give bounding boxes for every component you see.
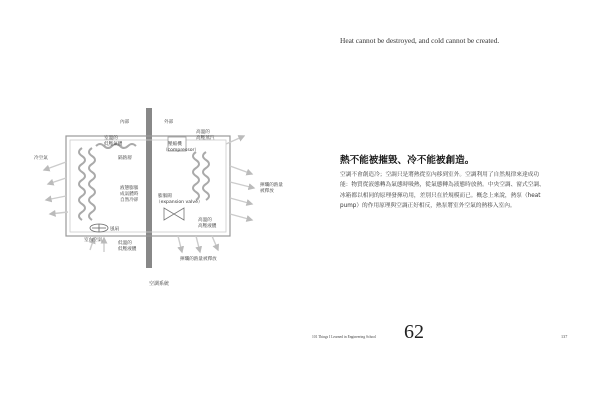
label-high-pressure-liquid-2: 高壓液體 <box>198 224 217 229</box>
label-expansion-valve-1: 膨脹閥 <box>158 194 172 199</box>
label-inside: 內部 <box>120 120 130 125</box>
book-title-footer: 101 Things I Learned in Engineering School <box>312 335 377 339</box>
label-liquid-evaporating-3: 自然冷卻 <box>120 198 139 203</box>
page-number: 62 <box>404 321 424 343</box>
label-low-pressure-vapor-1: 室溫的 <box>104 136 118 141</box>
label-compressor-2: （compressor） <box>163 148 200 153</box>
body-line: 空調不會創造冷；空調只是將熱從室內移到室外。空調利用了自然規律來達成功 <box>340 172 540 178</box>
indoor-coil <box>79 148 95 220</box>
insulation-wall <box>146 108 152 268</box>
english-title: Heat cannot be destroyed, and cold cannot be created. <box>340 36 500 45</box>
label-high-pressure-liquid-1: 高溫的 <box>198 218 212 223</box>
chapter-heading: 熱不能被摧毀、冷不能被創造。 <box>340 155 475 166</box>
body-line: 能：物質從液態轉為氣態時吸熱，從氣態轉為液態時放熱。中央空調、窗式空調、 <box>340 182 545 189</box>
label-low-pressure-liquid-2: 低壓液體 <box>118 247 137 252</box>
label-insulation: 隔熱層 <box>118 156 132 161</box>
label-expansion-valve-2: （expansion valve） <box>156 200 203 205</box>
body-text <box>340 170 578 212</box>
label-outside: 外部 <box>164 120 174 125</box>
body-line: 冰箱都以相同的原理發揮功用，差別只在於規模而已。概念上來說，熱泵（heat <box>340 192 541 199</box>
label-heat-released-bottom: 揮爛的熱量被釋放 <box>180 257 217 262</box>
label-heat-released-2: 被釋放 <box>260 189 274 194</box>
body-line: pump）的作用原理與空調正好相反，熱泵將室外空氣的熱移入室內。 <box>340 203 516 210</box>
label-high-pressure-vapor-2: 高壓蒸汽 <box>196 136 215 141</box>
expansion-valve <box>164 208 184 220</box>
label-low-pressure-liquid-1: 低溫的 <box>118 241 132 246</box>
label-liquid-evaporating-2: 成氣體時 <box>120 192 139 197</box>
label-liquid-evaporating-1: 液態膨脹 <box>120 186 139 191</box>
label-room-air: 室內空氣 <box>84 238 103 243</box>
label-fan: 風扇 <box>110 227 120 232</box>
label-heat-released-1: 揮爛的熱量 <box>260 183 283 188</box>
label-cold-air: 冷空氣 <box>34 156 48 161</box>
label-compressor-1: 壓縮機 <box>168 142 182 147</box>
outdoor-coil <box>193 152 209 200</box>
fan-icon <box>90 224 108 232</box>
diagram-caption: 空調系統 <box>149 281 170 287</box>
folio-number: 137 <box>561 334 568 339</box>
label-low-pressure-vapor-2: 低壓氣體 <box>104 142 123 147</box>
label-high-pressure-vapor-1: 高溫的 <box>196 130 210 135</box>
